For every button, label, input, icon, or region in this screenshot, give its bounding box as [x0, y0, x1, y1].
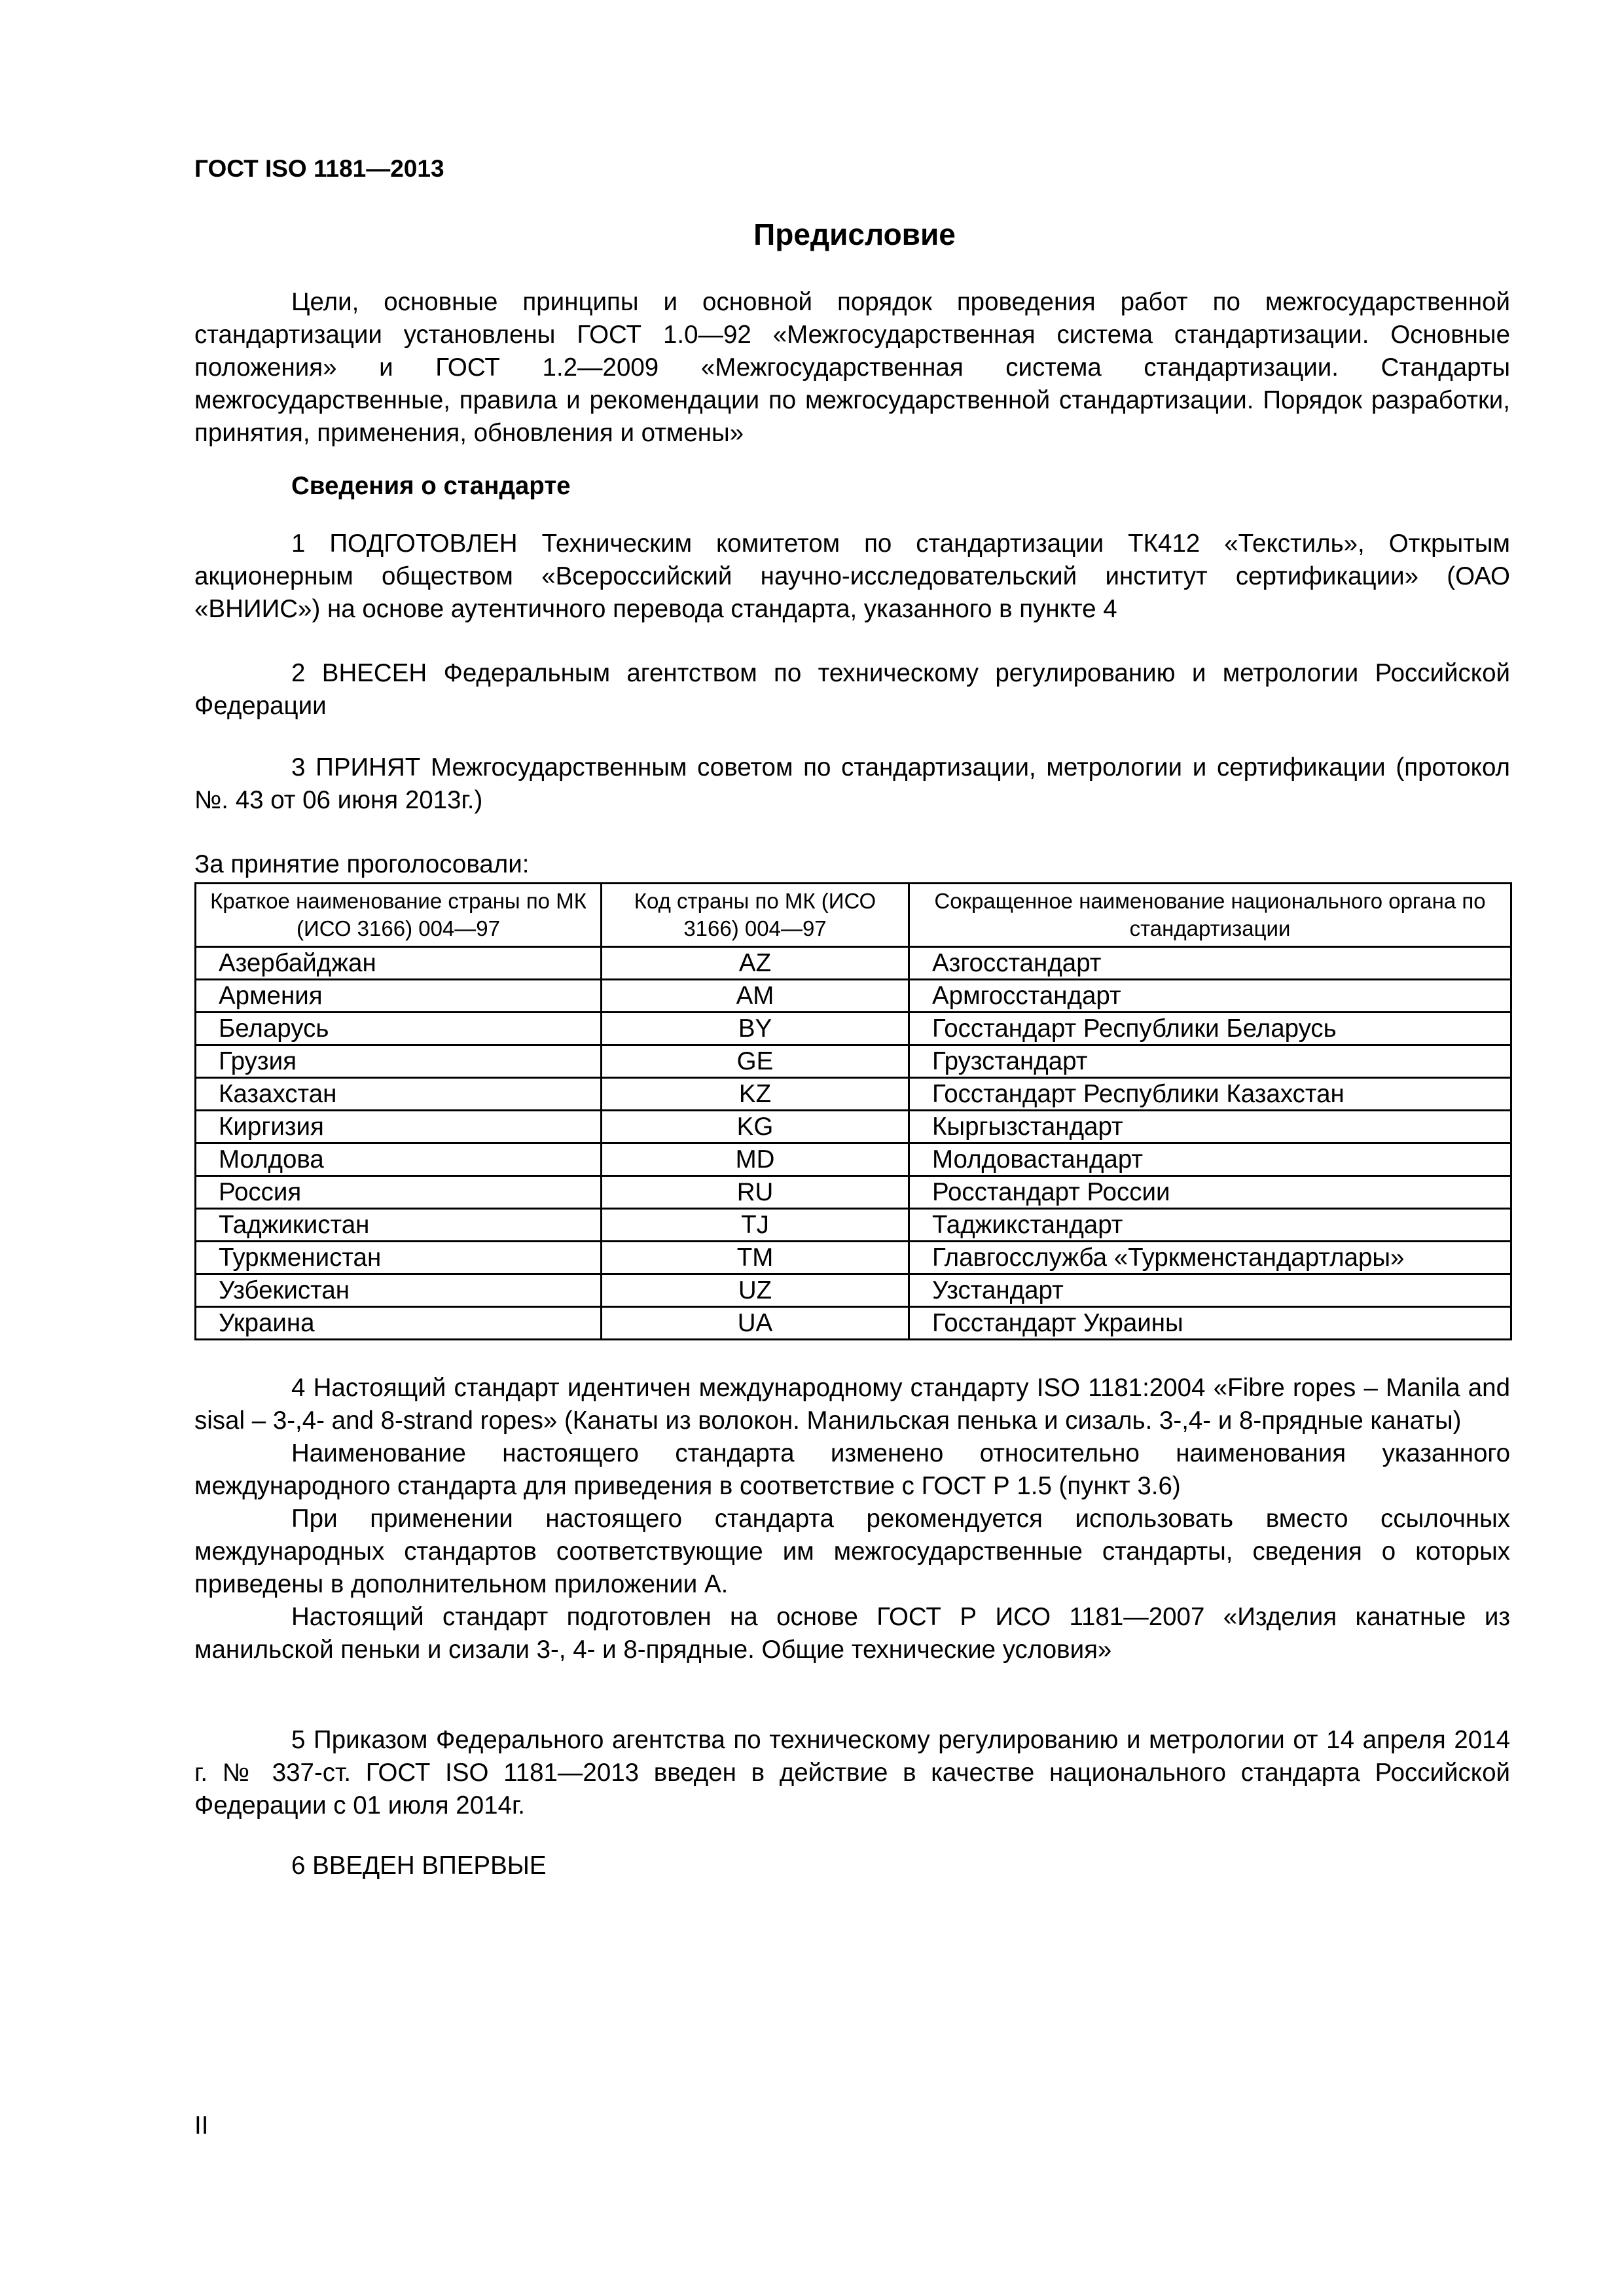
country-name: Узбекистан: [196, 1274, 602, 1307]
table-row: [196, 947, 1511, 980]
table-row: [196, 1176, 1511, 1209]
standards-body: Главгосслужба «Туркменстандартлары»: [909, 1242, 1511, 1274]
standard-info-heading: Сведения о стандарте: [291, 472, 571, 500]
item-4-paragraph-3: При применении настоящего стандарта рекомендуется использовать вместо ссылочных международных стандартов соответствующие им межгосударственные стандарты, сведения о которых приведены в дополнительном приложении А.: [194, 1505, 1510, 1598]
standards-body: Грузстандарт: [909, 1045, 1511, 1078]
country-name: Беларусь: [196, 1013, 602, 1045]
country-code: AM: [602, 980, 909, 1013]
item-4: [194, 1372, 1510, 1666]
country-code: BY: [602, 1013, 909, 1045]
document-code: ГОСТ ISO 1181—2013: [194, 155, 444, 182]
table-row: [196, 1274, 1511, 1307]
standards-body: Росстандарт России: [909, 1176, 1511, 1209]
standards-body: Молдовастандарт: [909, 1143, 1511, 1176]
item-2-text: 2 ВНЕСЕН Федеральным агентством по техническому регулированию и метрологии Российской Федерации: [194, 659, 1510, 720]
intro-text: Цели, основные принципы и основной порядок проведения работ по межгосударственной стандартизации установлены ГОСТ 1.0—92 «Межгосударственная система стандартизации. Основные положения» и ГОСТ 1.2—2009 «Межгосударственная система стандартизации. Стандарты межгосударственные, правила и рекомендации по межгосударственной стандартизации. Порядок разработки, принятия, применения, обновления и отмены»: [194, 288, 1510, 447]
table-row: [196, 1209, 1511, 1242]
item-2: [194, 657, 1510, 723]
country-name: Молдова: [196, 1143, 602, 1176]
item-3-text: 3 ПРИНЯТ Межгосударственным советом по стандартизации, метрологии и сертификации (протокол №. 43 от 06 июня 2013г.): [194, 753, 1510, 814]
header-standards-body: Сокращенное наименование национального органа по стандартизации: [909, 884, 1511, 947]
country-code: MD: [602, 1143, 909, 1176]
table-row: [196, 1045, 1511, 1078]
intro-paragraph: [194, 286, 1510, 450]
header-country-code: Код страны по МК (ИСО 3166) 004—97: [602, 884, 909, 947]
table-row: [196, 1111, 1511, 1143]
table-caption: За принятие проголосовали:: [194, 850, 530, 878]
country-name: Азербайджан: [196, 947, 602, 980]
table-header-row: [196, 884, 1511, 947]
country-name: Россия: [196, 1176, 602, 1209]
country-name: Киргизия: [196, 1111, 602, 1143]
country-name: Казахстан: [196, 1078, 602, 1111]
item-6-text: 6 ВВЕДЕН ВПЕРВЫЕ: [291, 1852, 547, 1880]
item-4-paragraph-2: Наименование настоящего стандарта изменено относительно наименования указанного международного стандарта для приведения в соответствие с ГОСТ Р 1.5 (пункт 3.6): [194, 1439, 1510, 1500]
country-name: Украина: [196, 1307, 602, 1340]
item-3: [194, 751, 1510, 817]
table-row: [196, 1078, 1511, 1111]
page-title: Предисловие: [753, 217, 956, 251]
item-4-paragraph-4: Настоящий стандарт подготовлен на основе ГОСТ Р ИСО 1181—2007 «Изделия канатные из манильской пеньки и сизали 3-, 4- и 8-прядные. Общие технические условия»: [194, 1603, 1510, 1664]
page-number: II: [194, 2111, 209, 2140]
country-name: Туркменистан: [196, 1242, 602, 1274]
standards-body: Армгосстандарт: [909, 980, 1511, 1013]
country-code: UA: [602, 1307, 909, 1340]
table-row: [196, 1307, 1511, 1340]
country-code: UZ: [602, 1274, 909, 1307]
item-1-text: 1 ПОДГОТОВЛЕН Техническим комитетом по стандартизации ТК412 «Текстиль», Открытым акционерным обществом «Всероссийский научно-исследовательский институт сертификации» (ОАО «ВНИИС») на основе аутентичного перевода стандарта, указанного в пункте 4: [194, 529, 1510, 623]
country-code: KZ: [602, 1078, 909, 1111]
standards-body: Таджикстандарт: [909, 1209, 1511, 1242]
item-5-text: 5 Приказом Федерального агентства по техническому регулированию и метрологии от 14 апреля 2014 г. № 337-ст. ГОСТ ISO 1181—2013 введен в действие в качестве национального стандарта Российской Федерации с 01 июля 2014г.: [194, 1726, 1510, 1820]
country-code: AZ: [602, 947, 909, 980]
header-country-name: Краткое наименование страны по МК (ИСО 3166) 004—97: [196, 884, 602, 947]
country-code: RU: [602, 1176, 909, 1209]
table-row: [196, 1242, 1511, 1274]
standards-body: Азгосстандарт: [909, 947, 1511, 980]
country-name: Армения: [196, 980, 602, 1013]
item-6: [194, 1850, 1510, 1882]
item-1: [194, 528, 1510, 626]
standards-body: Кыргызстандарт: [909, 1111, 1511, 1143]
country-code: TJ: [602, 1209, 909, 1242]
standard-info-heading-block: [194, 470, 1510, 503]
country-code: GE: [602, 1045, 909, 1078]
item-4-paragraph-1: 4 Настоящий стандарт идентичен международному стандарту ISO 1181:2004 «Fibre ropes – Manila and sisal – 3-,4- and 8-strand ropes» (Канаты из волокон. Манильская пенька и сизаль. 3-,4- и 8-прядные канаты): [194, 1374, 1510, 1435]
table-row: [196, 1143, 1511, 1176]
country-name: Таджикистан: [196, 1209, 602, 1242]
standards-body: Госстандарт Республики Беларусь: [909, 1013, 1511, 1045]
table-row: [196, 1013, 1511, 1045]
standards-body: Узстандарт: [909, 1274, 1511, 1307]
country-code: KG: [602, 1111, 909, 1143]
voting-table: [194, 882, 1512, 1340]
country-name: Грузия: [196, 1045, 602, 1078]
item-5: [194, 1724, 1510, 1822]
country-code: TM: [602, 1242, 909, 1274]
standards-body: Госстандарт Украины: [909, 1307, 1511, 1340]
table-row: [196, 980, 1511, 1013]
standards-body: Госстандарт Республики Казахстан: [909, 1078, 1511, 1111]
